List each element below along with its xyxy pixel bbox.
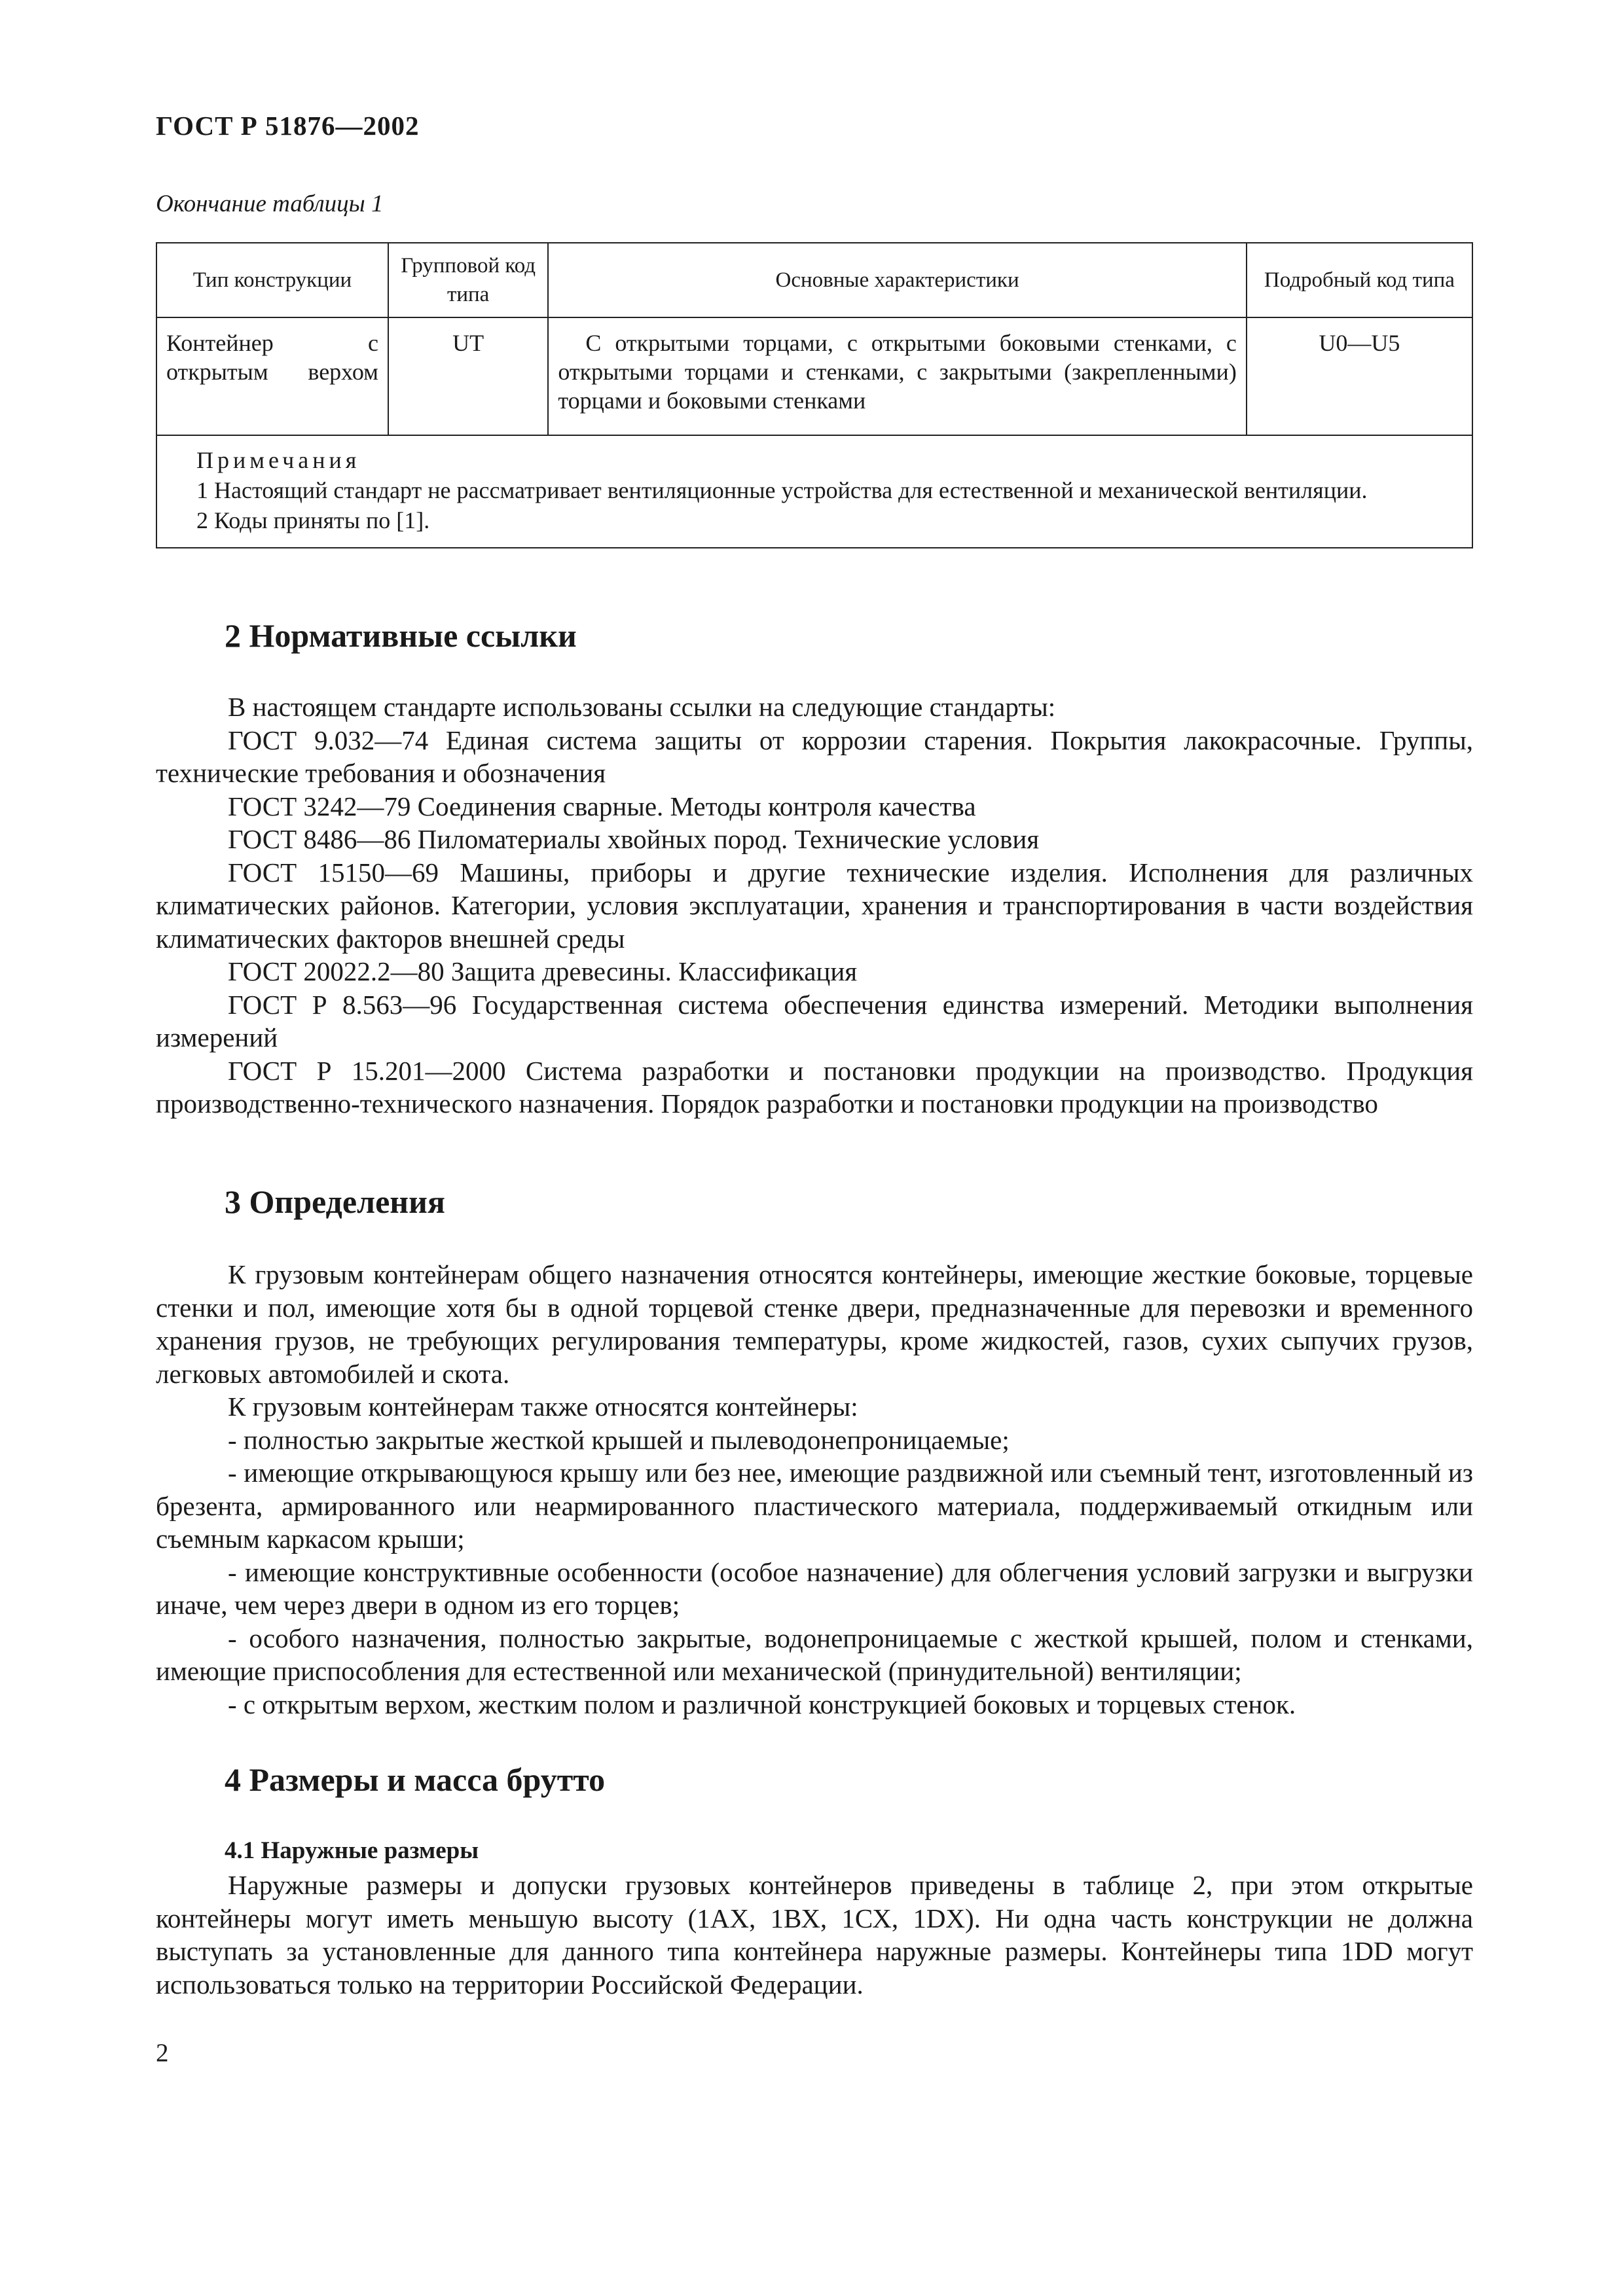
cell-detail-code: U0—U5	[1247, 317, 1472, 435]
ref-item: ГОСТ 8486—86 Пиломатериалы хвойных пород. Технические условия	[228, 824, 1040, 854]
list-item: - полностью закрытые жесткой крышей и пылеводонепроницаемые;	[228, 1424, 1010, 1455]
ref-item: ГОСТ 15150—69 Машины, приборы и другие технические изделия. Исполнения для различных климатических районов. Категории, условия эксплуатации, хранения и транспортирования в части воздействия климатических факторов внешней среды	[156, 857, 1473, 954]
list-item: - имеющие открывающуюся крышу или без нее, имеющие раздвижной или съемный тент, изготовленный из брезента, армированного или неармированного пластического материала, поддерживаемый откидным или съемным каркасом крыши;	[156, 1458, 1473, 1554]
ref-item: ГОСТ 9.032—74 Единая система защиты от коррозии старения. Покрытия лакокрасочные. Группы, технические требования и обозначения	[156, 725, 1473, 788]
table-notes	[156, 435, 1472, 548]
cell-group-code: UT	[388, 317, 548, 435]
section-2-intro: В настоящем стандарте использованы ссылки на следующие стандарты:	[228, 692, 1056, 722]
note-2: 2 Коды приняты по [1].	[196, 507, 430, 533]
section-3-heading: 3 Определения	[225, 1183, 445, 1220]
col-header-characteristics: Основные характеристики	[548, 243, 1246, 317]
table-caption: Окончание таблицы 1	[156, 190, 384, 217]
col-header-group-code: Групповой код типа	[388, 243, 548, 317]
dimensions-paragraph: Наружные размеры и допуски грузовых контейнеров приведены в таблице 2, при этом открытые контейнеры могут иметь меньшую высоту (1АХ, 1ВХ, 1СХ, 1DX). Ни одна часть конструкции не должна выступать за установленные для данного типа контейнера наружные размеры. Контейнеры типа 1DD могут использоваться только на территории Российской Федерации.	[156, 1870, 1473, 2000]
table-1-end	[156, 242, 1473, 548]
cell-characteristics: С открытыми торцами, с открытыми боковыми стенками, с открытыми торцами и стенками, с закрытыми (закрепленными) торцами и боковыми стенками	[548, 317, 1246, 435]
ref-item: ГОСТ 3242—79 Соединения сварные. Методы контроля качества	[228, 791, 976, 821]
definition-paragraph: К грузовым контейнерам общего назначения относятся контейнеры, имеющие жесткие боковые, торцевые стенки и пол, имеющие хотя бы в одной торцевой стенке двери, предназначенные для перевозки и временного хранения грузов, не требующих регулирования температуры, кроме жидкостей, газов, сухих сыпучих грузов, легковых автомобилей и скота.	[156, 1259, 1473, 1389]
ref-item: ГОСТ 20022.2—80 Защита древесины. Классификация	[228, 956, 858, 986]
section-4-1-body	[156, 1869, 1473, 2001]
list-item: - с открытым верхом, жестким полом и различной конструкцией боковых и торцевых стенок.	[228, 1689, 1296, 1719]
col-header-type: Тип конструкции	[156, 243, 388, 317]
section-2-heading: 2 Нормативные ссылки	[225, 617, 577, 654]
definition-paragraph: К грузовым контейнерам также относятся контейнеры:	[228, 1391, 858, 1422]
section-4-heading: 4 Размеры и масса брутто	[225, 1761, 606, 1798]
notes-title: Примечания	[196, 447, 361, 473]
table-notes-row	[156, 435, 1472, 548]
cell-type: Контейнер с открытым верхом	[156, 317, 388, 435]
ref-item: ГОСТ Р 15.201—2000 Система разработки и постановки продукции на производство. Продукция производственно-технического назначения. Порядок разработки и постановки продукции на производство	[156, 1055, 1473, 1119]
document-header: ГОСТ Р 51876—2002	[156, 111, 420, 141]
col-header-detail-code: Подробный код типа	[1247, 243, 1472, 317]
ref-item: ГОСТ Р 8.563—96 Государственная система обеспечения единства измерений. Методики выполнения измерений	[156, 989, 1473, 1052]
note-1: 1 Настоящий стандарт не рассматривает вентиляционные устройства для естественной и механической вентиляции.	[196, 477, 1368, 503]
list-item: - имеющие конструктивные особенности (особое назначение) для облегчения условий загрузки и выгрузки иначе, чем через двери в одном из его торцев;	[156, 1556, 1473, 1620]
list-item: - особого назначения, полностью закрытые, водонепроницаемые с жесткой крышей, полом и стенками, имеющие приспособления для естественной или механической (принудительной) вентиляции;	[156, 1623, 1473, 1686]
table-header-row	[156, 243, 1472, 317]
page-number: 2	[156, 2039, 169, 2067]
section-2-body	[156, 691, 1473, 1121]
section-3-body	[156, 1258, 1473, 1721]
section-4-1-heading: 4.1 Наружные размеры	[225, 1837, 479, 1864]
table-row	[156, 317, 1472, 435]
